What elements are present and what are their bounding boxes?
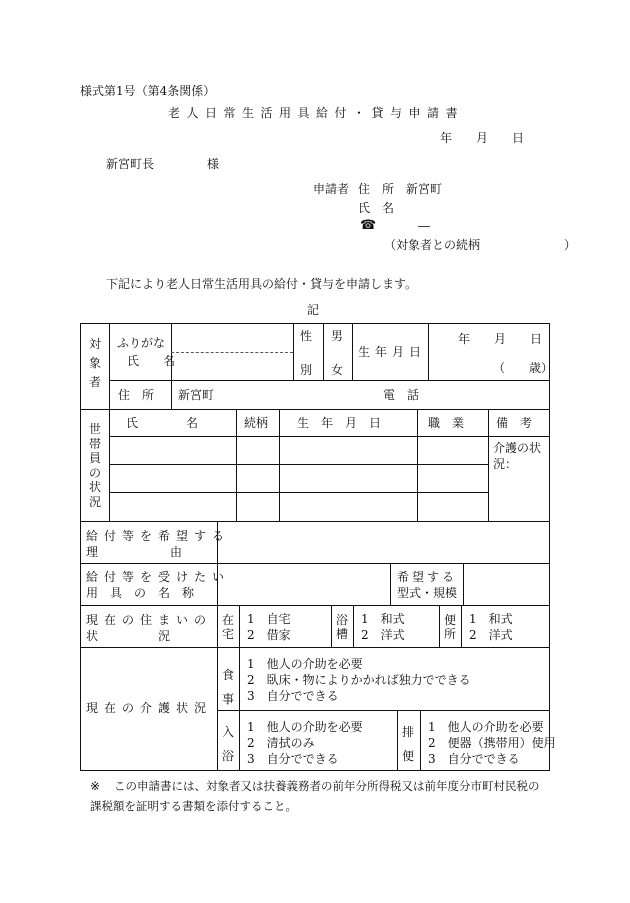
sex-label-top: 性 — [300, 329, 313, 343]
female-option: 女 — [331, 363, 344, 377]
meal-option-3: 3 自分でできる — [247, 689, 339, 703]
model-label-line1: 希望する — [397, 570, 458, 584]
residence-label-line1: 現在の住まいの — [86, 613, 213, 627]
home-vertical-label: 在宅 — [221, 613, 234, 641]
toilet-option-2: 2 洋式 — [469, 628, 513, 642]
applicant-label: 申請者 — [313, 182, 350, 196]
household-vertical-label: 世帯員の状況 — [88, 422, 101, 509]
toilet-option-1: 1 和式 — [469, 612, 513, 626]
excretion-option-3: 3 自分でできる — [428, 752, 520, 766]
household-header-occupation: 職 業 — [428, 416, 465, 430]
subject-address-value: 新宮町 — [178, 388, 215, 402]
intro-text: 下記により老人日常生活用具の給付・貸与を申請します。 — [106, 277, 418, 291]
note-line-2: 課税額を証明する書類を添付すること。 — [90, 799, 297, 813]
excretion-vertical-label: 排便 — [401, 725, 414, 763]
subject-address-label: 住 所 — [118, 388, 155, 402]
bathing-vertical-label: 入浴 — [221, 725, 234, 763]
toilet-vertical-label: 便所 — [443, 613, 456, 641]
bathtub-option-1: 1 和式 — [361, 612, 405, 626]
bathing-option-1: 1 他人の介助を必要 — [247, 720, 363, 734]
reason-label-line1: 給付等を希望する — [86, 529, 231, 543]
birthdate-value: 年 月 日 — [458, 332, 543, 346]
addressee: 新宮町長 — [106, 157, 155, 171]
applicant-name-label: 氏 名 — [358, 201, 395, 215]
sex-label-bottom: 別 — [300, 363, 313, 377]
meal-option-2: 2 臥床・物によりかかれば独力でできる — [247, 673, 471, 687]
bathing-option-3: 3 自分でできる — [247, 752, 339, 766]
excretion-option-1: 1 他人の介助を必要 — [428, 720, 544, 734]
model-label-line2: 型式・規模 — [397, 586, 458, 600]
household-header-name: 氏 名 — [126, 416, 199, 430]
date-line: 年 月 日 — [440, 131, 525, 145]
note-line-1: この申請書には、対象者又は扶養義務者の前年分所得税又は前年度分市町村民税の — [114, 779, 540, 793]
bathing-option-2: 2 清拭のみ — [247, 736, 315, 750]
home-option-2: 2 借家 — [247, 628, 291, 642]
subject-phone-label: 電 話 — [383, 388, 420, 402]
care-status-label: 現在の介護状況 — [86, 701, 213, 715]
household-header-remarks: 備 考 — [496, 416, 533, 430]
bathtub-vertical-label: 浴槽 — [335, 613, 348, 641]
relation-line: （対象者との続柄 ） — [384, 238, 577, 252]
meal-option-1: 1 他人の介助を必要 — [247, 657, 363, 671]
applicant-address-value: 新宮町 — [406, 182, 443, 196]
telephone-icon: ☎ — [360, 218, 377, 233]
equipment-label-line1: 給付等を受けたい — [86, 570, 231, 584]
household-header-birthdate: 生 年 月 日 — [297, 416, 382, 430]
excretion-option-2: 2 便器（携帯用）使用 — [428, 736, 556, 750]
bathtub-option-2: 2 洋式 — [361, 628, 405, 642]
document-title: 老人日常生活用具給付・貸与申請書 — [168, 106, 465, 120]
form-number: 様式第1号（第4条関係） — [80, 84, 216, 98]
birthdate-label: 生年月日 — [358, 345, 427, 359]
note-mark: ※ — [90, 779, 101, 793]
equipment-label-line2: 用 具 の 名 称 — [86, 586, 195, 600]
home-option-1: 1 自宅 — [247, 612, 291, 626]
household-header-relation: 続柄 — [244, 416, 269, 430]
care-status-note: 介護の状況： — [493, 441, 542, 471]
phone-separator: ― — [418, 219, 430, 233]
furigana-label: ふりがな — [117, 336, 166, 350]
applicant-address-label: 住 所 — [358, 182, 395, 196]
subject-vertical-label: 対象者 — [88, 337, 101, 389]
ki-mark: 記 — [307, 303, 320, 317]
residence-label-line2: 状 況 — [86, 629, 171, 643]
subject-name-label: 氏 名 — [127, 354, 176, 368]
male-option: 男 — [331, 329, 344, 343]
reason-label-line2: 理 由 — [86, 545, 183, 559]
honorific: 様 — [207, 157, 220, 171]
age-value: （ 歳） — [493, 361, 554, 375]
meal-vertical-label: 食事 — [221, 668, 234, 706]
